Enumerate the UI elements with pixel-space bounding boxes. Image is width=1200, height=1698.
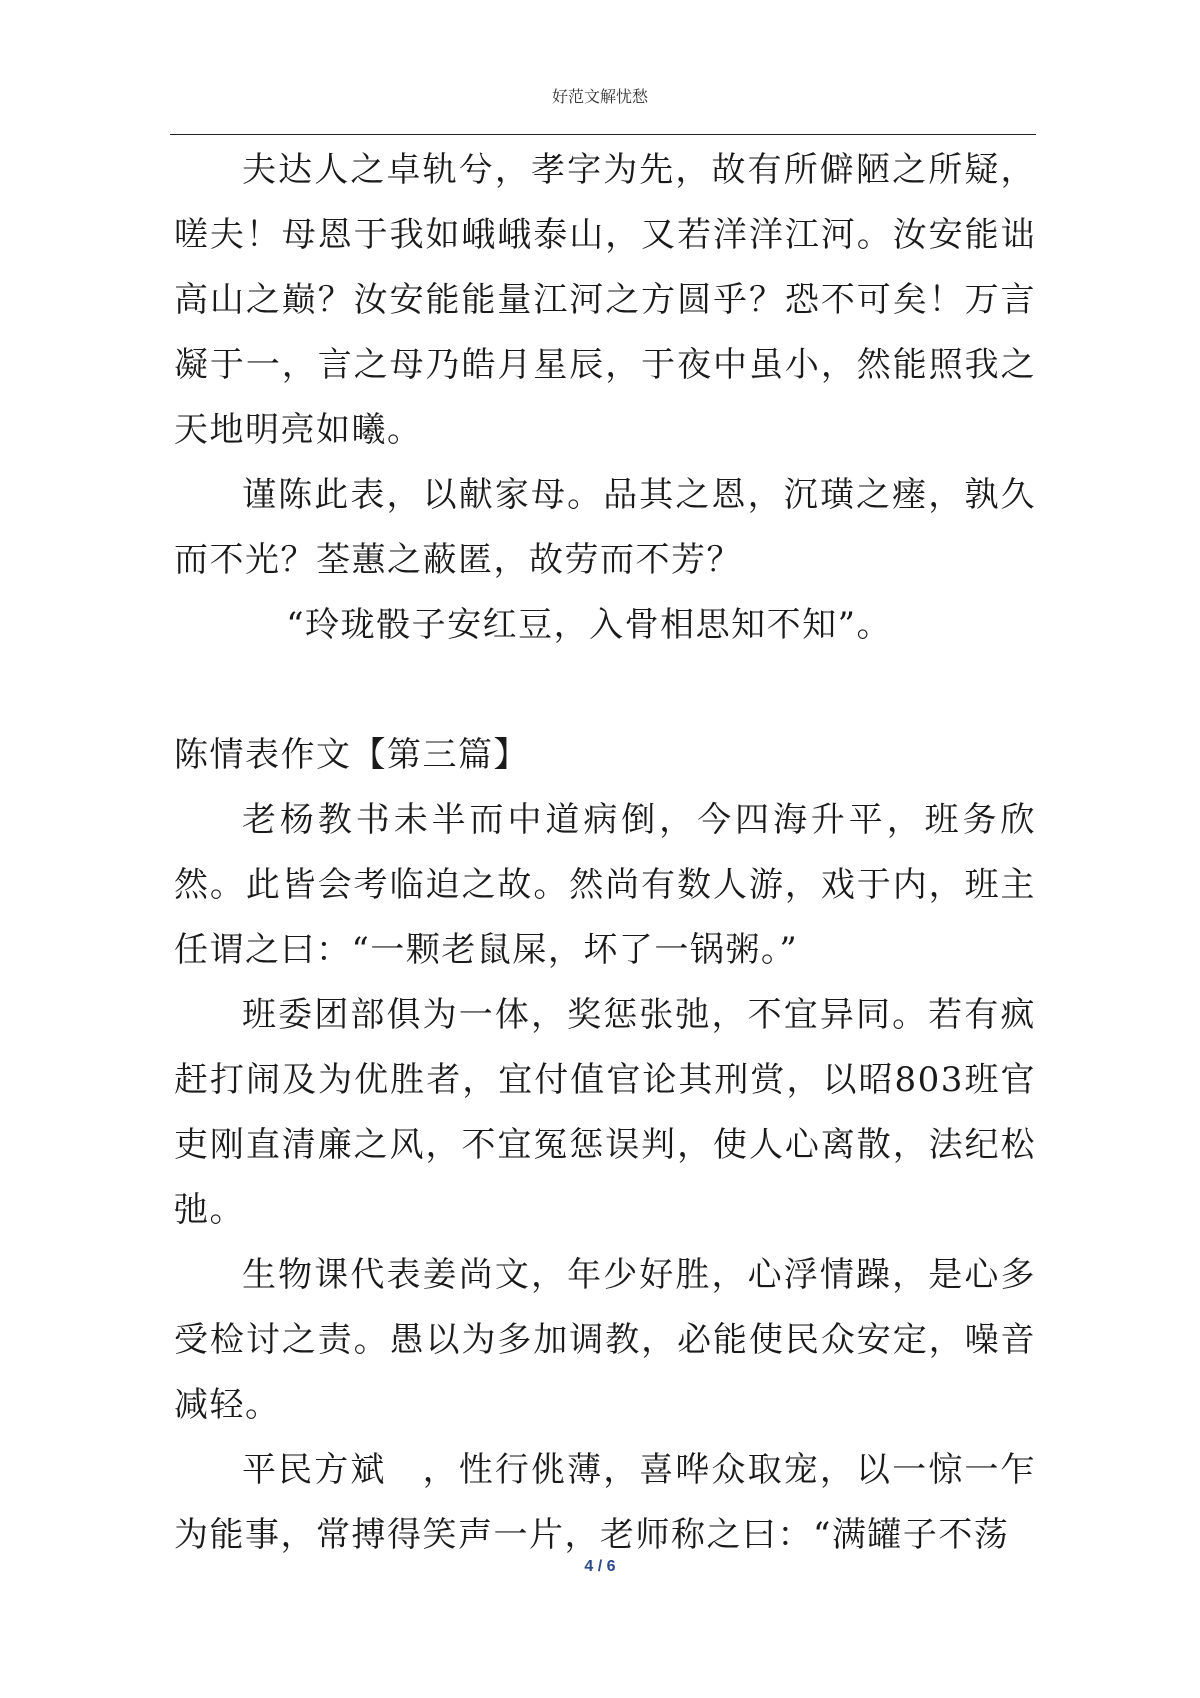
page-number: 4 / 6 (584, 1558, 616, 1575)
page-header: 好范文解忧愁 (551, 87, 648, 106)
paragraph-filial-piety: 夫达人之卓轨兮，孝字为先，故有所僻陋之所疑，嗟夫！母恩于我如峨峨泰山，又若洋洋江河。汝安能诎高山之巅？汝安能能量江河之方圆乎？恐不可矣！万言凝于一，言之母乃皓月星辰，于夜中虽小，然能照我之天地明亮如曦。 (174, 150, 1036, 450)
paragraph-fang-bin: 平民方斌 ，性行佻薄，喜哗众取宠，以一惊一乍为能事，常搏得笑声一片，老师称之曰：“满罐子不荡 (174, 1450, 1036, 1555)
document-body (174, 138, 1036, 1568)
paragraph-biology-rep: 生物课代表姜尚文，年少好胜，心浮情躁，是心多受检讨之责。愚以为多加调教，必能使民众安定，噪音减轻。 (174, 1255, 1036, 1425)
paragraph-class-committee: 班委团部俱为一体，奖惩张弛，不宜异同。若有疯赶打闹及为优胜者，宜付值官论其刑赏，以昭803班官吏刚直清廉之风，不宜冤惩误判，使人心离散，法纪松弛。 (174, 995, 1036, 1230)
paragraph-poem-quote: “玲珑骰子安红豆，入骨相思知不知”。 (286, 605, 892, 645)
spacer (174, 658, 1036, 723)
header-divider (170, 134, 1036, 135)
paragraph-dedication: 谨陈此表，以献家母。品其之恩，沉璜之瘗，孰久而不光？荃蕙之蔽匿，故劳而不芳？ (174, 475, 1036, 580)
paragraph-teacher-yang: 老杨教书未半而中道病倒，今四海升平，班务欣然。此皆会考临迫之故。然尚有数人游，戏于内，班主任谓之曰：“一颗老鼠屎，坏了一锅粥。” (174, 800, 1036, 970)
section-heading: 陈情表作文【第三篇】 (174, 735, 529, 775)
